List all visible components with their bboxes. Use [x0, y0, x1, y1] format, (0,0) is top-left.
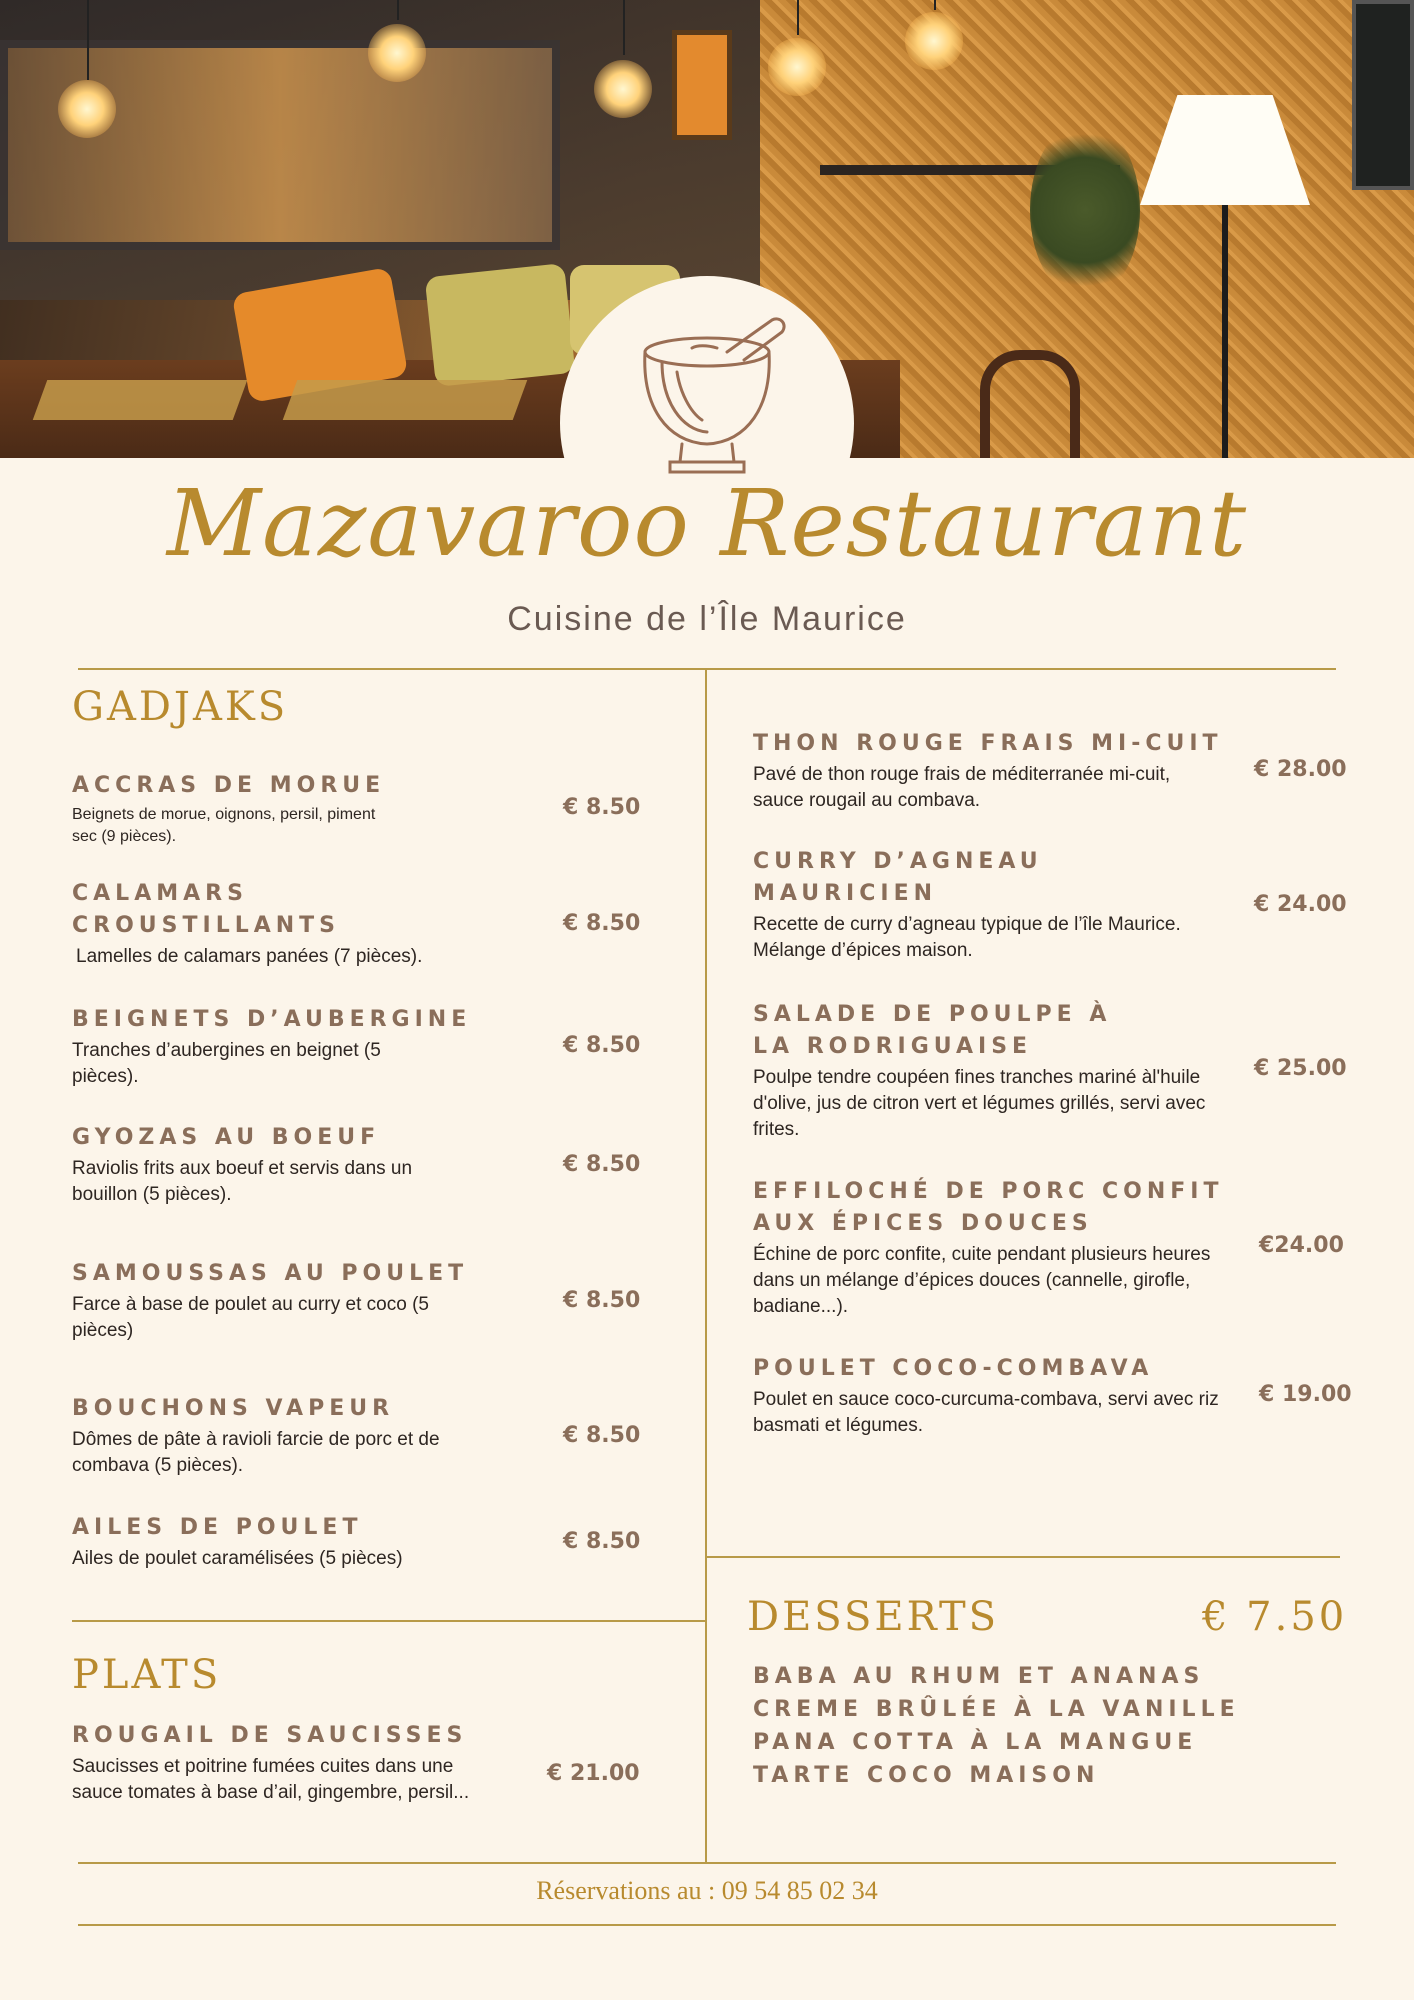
reservations-phone: Réservations au : 09 54 85 02 34 — [536, 1876, 878, 1905]
menu-item — [72, 1512, 472, 1572]
menu-item — [753, 728, 1223, 814]
bottom-divider — [78, 1862, 1336, 1864]
item-price: € 8.50 — [563, 1529, 641, 1554]
menu-item — [72, 1720, 512, 1806]
footer-divider — [78, 1924, 1336, 1926]
item-description: Échine de porc confite, cuite pendant plusieurs heures dans un mélange d’épices douces (cannelle, girofle, badiane...). — [753, 1244, 1211, 1317]
item-description: Lamelles de calamars panées (7 pièces). — [76, 946, 423, 967]
dessert-item: BABA AU RHUM ET ANANAS — [753, 1664, 1205, 1689]
item-name: BOUCHONS VAPEUR — [72, 1396, 395, 1421]
item-name: AILES DE POULET — [72, 1515, 363, 1540]
item-description: Recette de curry d’agneau typique de l’île Maurice. Mélange d’épices maison. — [753, 914, 1181, 961]
item-description: Beignets de morue, oignons, persil, piment sec (9 pièces). — [72, 806, 376, 845]
item-description: Saucisses et poitrine fumées cuites dans une sauce tomates à base d’ail, gingembre, persil... — [72, 1756, 470, 1803]
item-price: € 19.00 — [1259, 1382, 1352, 1407]
menu-item — [753, 999, 1206, 1143]
section-title-desserts: DESSERTS — [747, 1594, 1000, 1640]
item-name: SAMOUSSAS AU POULET — [72, 1261, 469, 1286]
top-divider — [78, 668, 1336, 670]
item-name: ACCRAS DE MORUE — [72, 773, 386, 798]
item-name: EFFILOCHÉ DE PORC CONFIT AUX ÉPICES DOUCES — [753, 1179, 1224, 1236]
item-description: Poulet en sauce coco-curcuma-combava, servi avec riz basmati et légumes. — [753, 1389, 1219, 1436]
item-price: € 28.00 — [1254, 757, 1347, 782]
gadjaks-plats-divider — [72, 1620, 705, 1622]
plats-desserts-divider — [707, 1556, 1340, 1558]
item-name: CURRY D’AGNEAU MAURICIEN — [753, 849, 1043, 906]
menu-item — [753, 846, 1181, 964]
item-name: SALADE DE POULPE À LA RODRIGUAISE — [753, 1002, 1112, 1059]
item-description: Raviolis frits aux boeuf et servis dans un bouillon (5 pièces). — [72, 1158, 413, 1205]
menu-item — [72, 1393, 482, 1479]
item-name: THON ROUGE FRAIS MI-CUIT — [753, 731, 1223, 756]
item-description: Poulpe tendre coupéen fines tranches mariné àl'huile d'olive, jus de citron vert et légumes grillés, servi avec frites. — [753, 1067, 1206, 1140]
item-price: € 8.50 — [563, 1288, 641, 1313]
item-price: € 24.00 — [1254, 892, 1347, 917]
menu-item — [753, 1176, 1243, 1320]
item-price: €24.00 — [1259, 1233, 1344, 1258]
item-price: € 21.00 — [547, 1761, 640, 1786]
item-name: ROUGAIL DE SAUCISSES — [72, 1723, 468, 1748]
item-price: € 8.50 — [563, 911, 641, 936]
menu-item — [72, 1122, 472, 1208]
dessert-item: PANA COTTA À LA MANGUE — [753, 1730, 1198, 1755]
section-title-plats: PLATS — [72, 1652, 222, 1698]
item-description: Tranches d’aubergines en beignet (5 pièces). — [72, 1040, 381, 1087]
desserts-price: € 7.50 — [1202, 1594, 1348, 1640]
menu-item — [72, 1004, 472, 1090]
menu-item — [72, 878, 432, 970]
restaurant-subtitle: Cuisine de l’Île Maurice — [507, 600, 907, 638]
dessert-item: TARTE COCO MAISON — [753, 1763, 1100, 1788]
item-price: € 25.00 — [1254, 1056, 1347, 1081]
item-price: € 8.50 — [563, 1152, 641, 1177]
item-name: CALAMARS CROUSTILLANTS — [72, 881, 341, 938]
item-price: € 8.50 — [563, 795, 641, 820]
item-price: € 8.50 — [563, 1033, 641, 1058]
menu-item — [753, 1353, 1233, 1439]
item-name: BEIGNETS D’AUBERGINE — [72, 1007, 472, 1032]
mortar-pestle-icon — [622, 312, 792, 482]
item-description: Dômes de pâte à ravioli farcie de porc et de combava (5 pièces). — [72, 1429, 440, 1476]
section-title-gadjaks: GADJAKS — [72, 684, 289, 730]
menu-item — [72, 1258, 472, 1344]
item-description: Farce à base de poulet au curry et coco (5 pièces) — [72, 1294, 429, 1341]
restaurant-title: Mazavaroo Restaurant — [166, 470, 1248, 577]
menu-item — [72, 770, 402, 848]
item-description: Pavé de thon rouge frais de méditerranée mi-cuit, sauce rougail au combava. — [753, 764, 1171, 811]
center-divider — [705, 668, 707, 1862]
item-name: POULET COCO-COMBAVA — [753, 1356, 1154, 1381]
item-name: GYOZAS AU BOEUF — [72, 1125, 381, 1150]
dessert-item: CREME BRÛLÉE À LA VANILLE — [753, 1697, 1240, 1722]
dessert-list — [753, 1660, 1240, 1792]
item-price: € 8.50 — [563, 1423, 641, 1448]
item-description: Ailes de poulet caramélisées (5 pièces) — [72, 1548, 403, 1569]
